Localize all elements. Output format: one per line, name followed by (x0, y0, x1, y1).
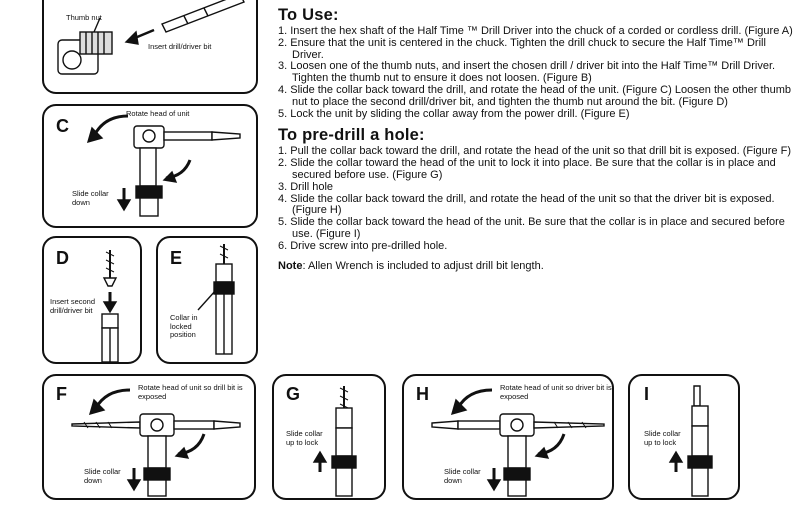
figure-c-illustration (44, 106, 258, 228)
note-label: Note (278, 259, 303, 272)
pre-drill-steps (278, 146, 793, 252)
figure-e-collar-locked-label: Collar in locked position (170, 313, 198, 339)
figure-d-letter: D (56, 248, 69, 268)
to-use-step: 2. Ensure that the unit is centered in the chuck. Tighten the drill chuck to secure the Half Time™ Drill Driver. (278, 36, 766, 61)
figure-b-insert-bit-label: Insert drill/driver bit (148, 42, 212, 51)
to-use-step: 5. Lock the unit by sliding the collar away from the power drill. (Figure E) (278, 107, 630, 120)
figure-h-letter: H (416, 384, 429, 404)
figure-g-panel (272, 374, 386, 500)
pre-drill-step: 4. Slide the collar back toward the drill, and rotate the head of the unit so that the driver bit is exposed. (Figure H) (278, 192, 775, 217)
to-use-steps (278, 26, 793, 120)
instructions (278, 6, 793, 272)
figure-e-letter: E (170, 248, 183, 268)
figure-h-rotate-label: Rotate head of unit so driver bit is exposed (500, 383, 612, 401)
to-use-heading: To Use: (278, 6, 339, 24)
figure-b-panel (42, 0, 258, 94)
pre-drill-step: 6. Drive screw into pre-drilled hole. (278, 239, 448, 252)
figure-b-thumb-nut-label: Thumb nut (66, 13, 102, 22)
figure-d-panel (42, 236, 142, 364)
figure-e-panel (156, 236, 258, 364)
pre-drill-step: 5. Slide the collar back toward the head of the unit. Be sure that the collar is in place and secured before use. (Figure I) (278, 216, 785, 240)
figure-i-panel (628, 374, 740, 500)
figure-f-panel (42, 374, 256, 500)
note (278, 260, 793, 272)
figure-g-slide-label: Slide collar up to lock (286, 429, 323, 447)
figure-i-letter: I (644, 384, 650, 404)
pre-drill-step: 2. Slide the collar toward the head of the unit to lock it into place. Be sure that the collar is in place and secured before use. (Figure G) (278, 157, 776, 181)
figure-c-panel (42, 104, 258, 228)
figure-c-letter: C (56, 116, 69, 136)
pre-drill-heading: To pre-drill a hole: (278, 126, 425, 145)
figure-h-panel (402, 374, 614, 500)
figure-f-slide-label: Slide collar down (84, 467, 121, 485)
pre-drill-step: 1. Pull the collar back toward the drill, and rotate the head of the unit so that drill bit is exposed. (Figure F) (278, 145, 791, 158)
to-use-step: 3. Loosen one of the thumb nuts, and insert the chosen drill / driver bit into the Half Time™ Drill Driver. Tighten the thumb nut to ensure it does not loosen. (Figure B) (278, 60, 776, 85)
figure-g-letter: G (286, 384, 301, 404)
figure-d-insert-second-label: Insert second drill/driver bit (50, 297, 96, 315)
to-use-step: 4. Slide the collar back toward the drill, and rotate the head of the unit. (Figure C) Loosen the other thumb nut to place the second drill/driver bit, and tighten the thumb nut around the bit. (Figure D) (278, 83, 792, 108)
pre-drill-step: 3. Drill hole (278, 180, 334, 193)
figure-f-rotate-label: Rotate head of unit so drill bit is exposed (138, 383, 243, 401)
note-text: : Allen Wrench is included to adjust drill bit length. (302, 259, 544, 272)
figure-h-slide-label: Slide collar down (444, 467, 481, 485)
to-use-step: 1. Insert the hex shaft of the Half Time ™ Drill Driver into the chuck of a corded or cordless drill. (Figure A) (278, 25, 793, 37)
figure-c-rotate-label: Rotate head of unit (126, 109, 190, 118)
figure-c-slide-label: Slide collar down (72, 189, 109, 207)
figure-f-letter: F (56, 384, 67, 404)
figure-i-slide-label: Slide collar up to lock (644, 429, 681, 447)
